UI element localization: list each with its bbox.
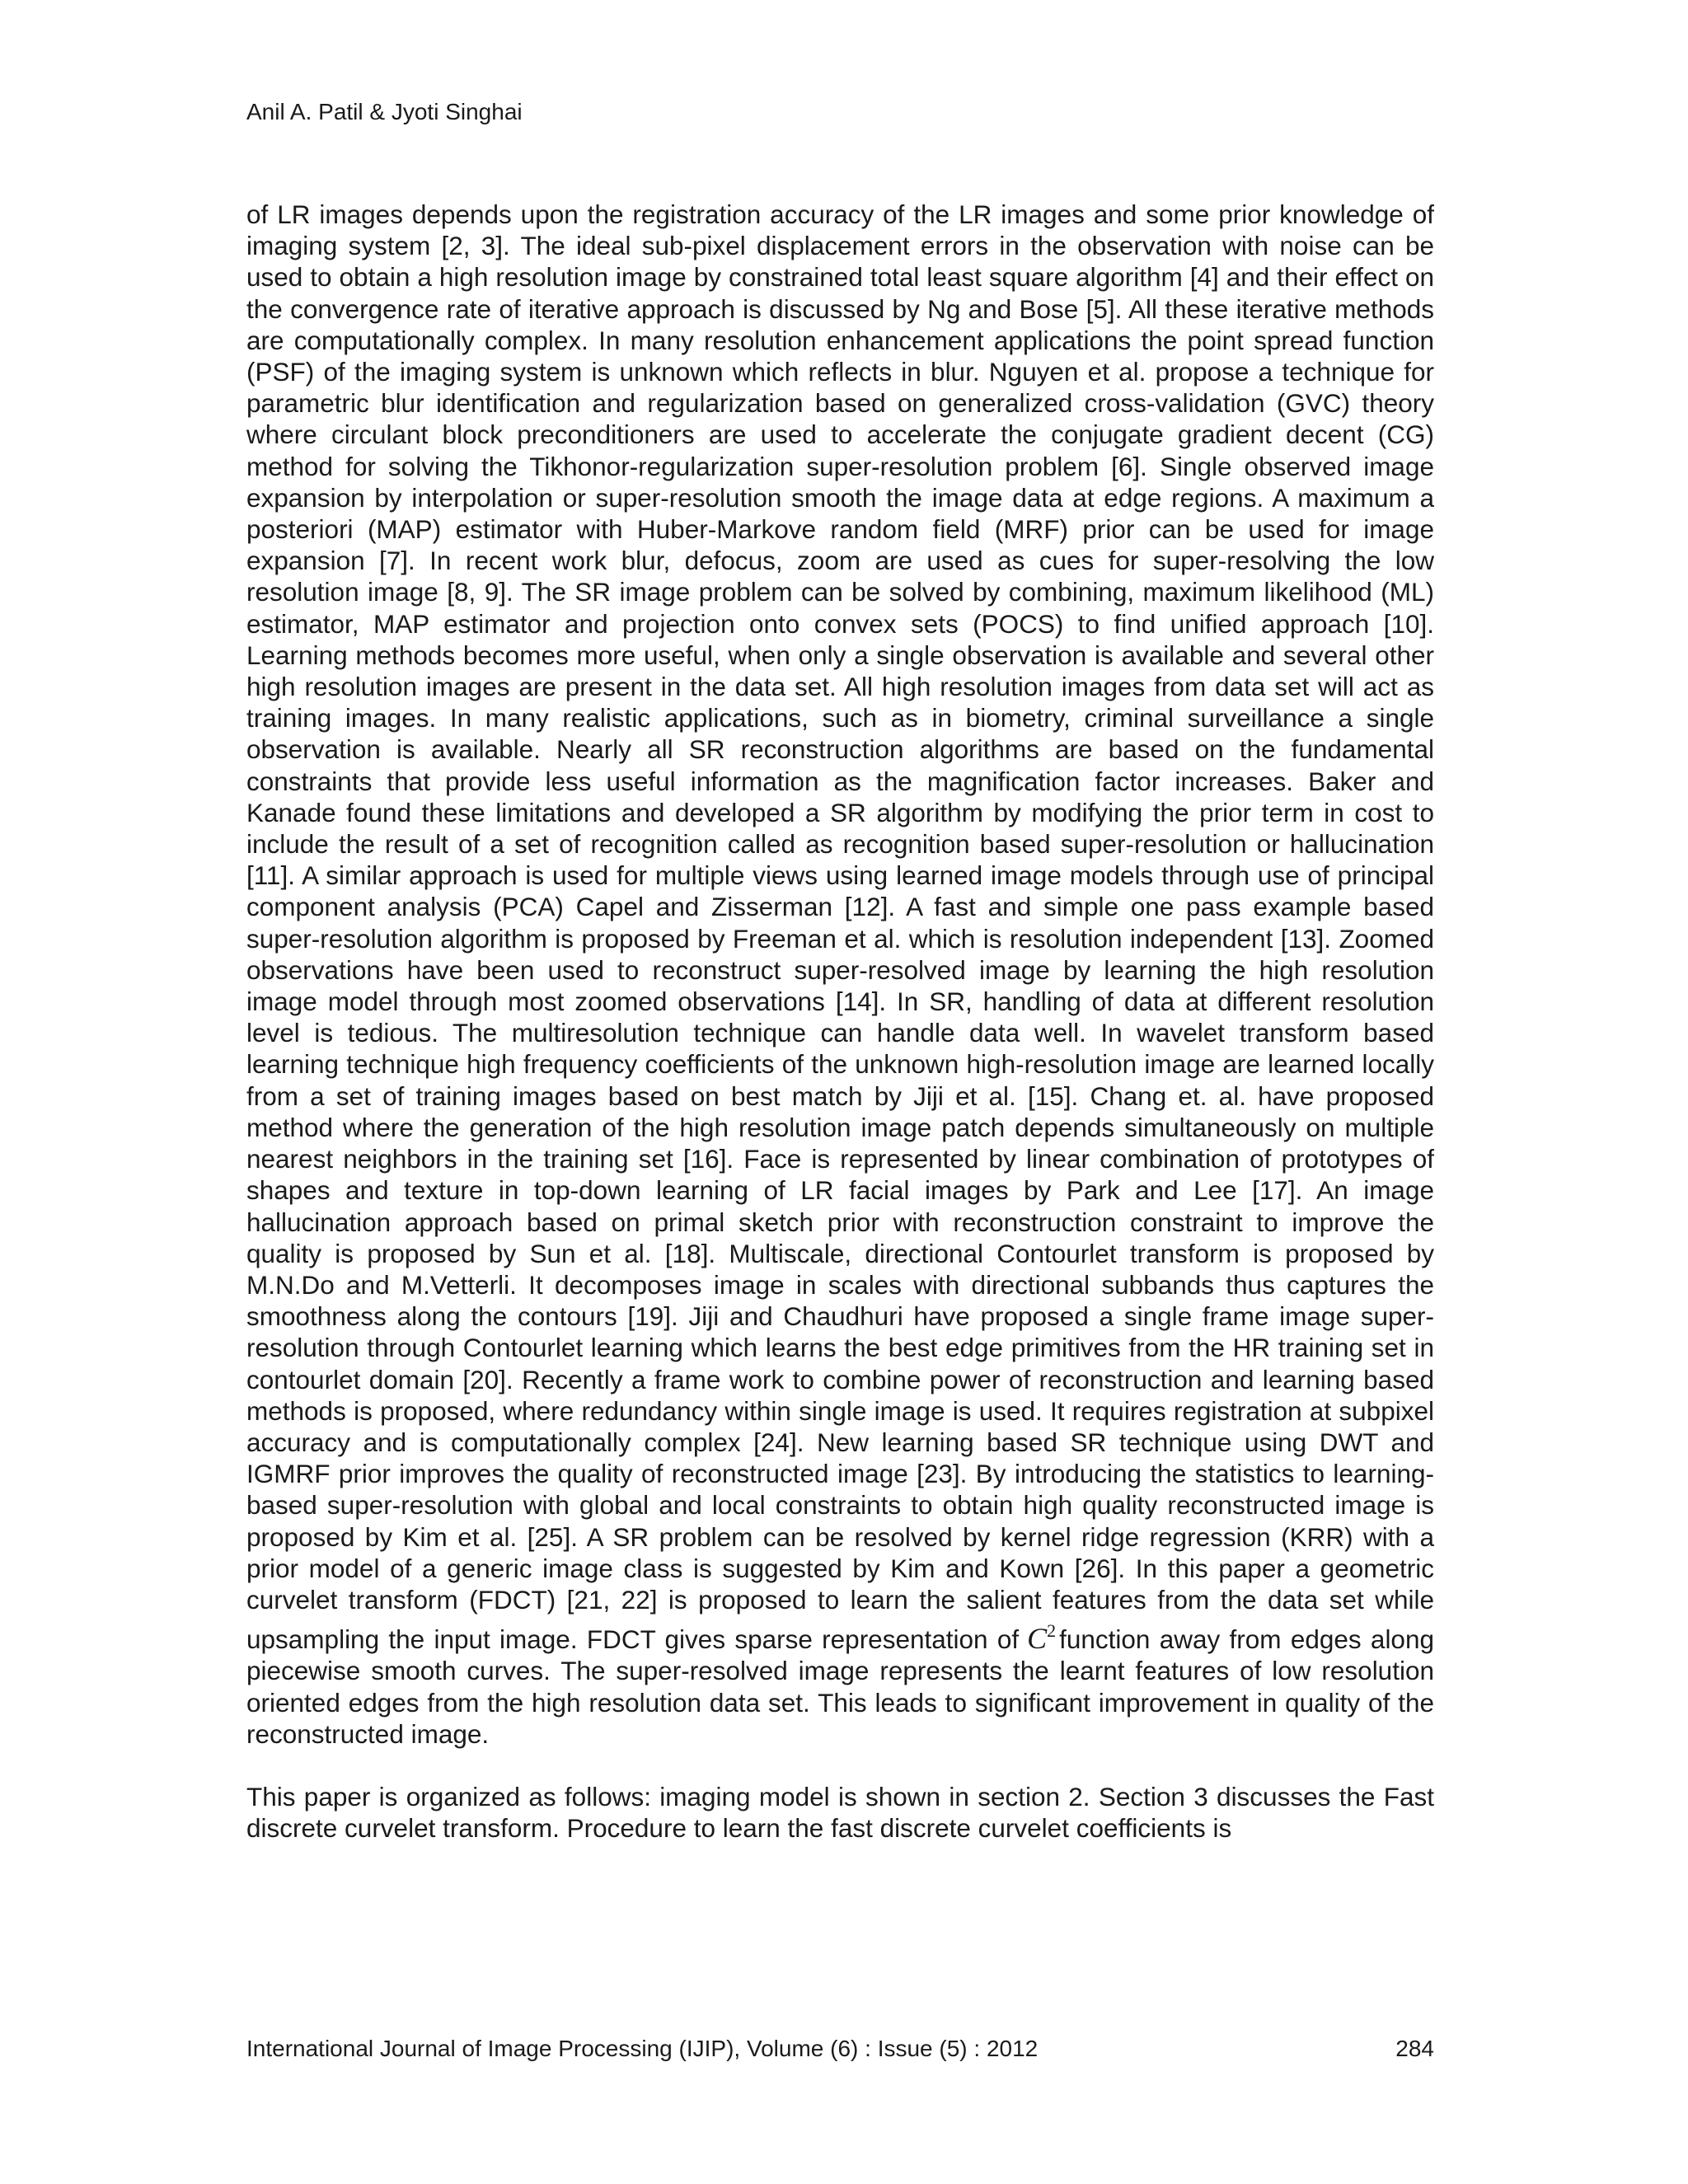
body-text (246, 199, 1434, 1844)
paragraph-1 (246, 199, 1434, 1750)
math-c-squared (1019, 1622, 1059, 1655)
math-symbol: C (1027, 1622, 1048, 1656)
paragraph-1-text: of LR images depends upon the registration accuracy of the LR images and some prior knowledge of imaging system [2, 3]. The ideal sub-pixel displacement errors in the observation with noise can be used to obtain a high resolution image by constrained total least square algorithm [4] and their effect on the convergence rate of iterative approach is discussed by Ng and Bose [5]. All these iterative methods are computationally complex. In many resolution enhancement applications the point spread function (PSF) of the imaging system is unknown which reflects in blur. Nguyen et al. propose a technique for parametric blur identification and regularization based on generalized cross-validation (GVC) theory where circulant block preconditioners are used to accelerate the conjugate gradient decent (CG) method for solving the Tikhonor-regularization super-resolution problem [6]. Single observed image expansion by interpolation or super-resolution smooth the image data at edge regions. A maximum a posteriori (MAP) estimator with Huber-Markove random field (MRF) prior can be used for image expansion [7]. In recent work blur, defocus, zoom are used as cues for super-resolving the low resolution image [8, 9]. The SR image problem can be solved by combining, maximum likelihood (ML) estimator, MAP estimator and projection onto convex sets (POCS) to find unified approach [10]. Learning methods becomes more useful, when only a single observation is available and several other high resolution images are present in the data set. All high resolution images from data set will act as training images. In many realistic applications, such as in biometry, criminal surveillance a single observation is available. Nearly all SR reconstruction algorithms are based on the fundamental constraints that provide less useful information as the magnification factor increases. Baker and Kanade found these limitations and developed a SR algorithm by modifying the prior term in cost to include the result of a set of recognition called as recognition based super-resolution or hallucination [11]. A similar approach is used for multiple views using learned image models through use of principal component analysis (PCA) Capel and Zisserman [12]. A fast and simple one pass example based super-resolution algorithm is proposed by Freeman et al. which is resolution independent [13]. Zoomed observations have been used to reconstruct super-resolved image by learning the high resolution image model through most zoomed observations [14]. In SR, handling of data at different resolution level is tedious. The multiresolution technique can handle data well. In wavelet transform based learning technique high frequency coefficients of the unknown high-resolution image are learned locally from a set of training images based on best match by Jiji et al. [15]. Chang et. al. have proposed method where the generation of the high resolution image patch depends simultaneously on multiple nearest neighbors in the training set [16]. Face is represented by linear combination of prototypes of shapes and texture in top-down learning of LR facial images by Park and Lee [17]. An image hallucination approach based on primal sketch prior with reconstruction constraint to improve the quality is proposed by Sun et al. [18]. Multiscale, directional Contourlet transform is proposed by M.N.Do and M.Vetterli. It decomposes image in scales with directional subbands thus captures the smoothness along the contours [19]. Jiji and Chaudhuri have proposed a single frame image super-resolution through Contourlet learning which learns the best edge primitives from the HR training set in contourlet domain [20]. Recently a frame work to combine power of reconstruction and learning based methods is proposed, where redundancy within single image is used. It requires registration at subpixel accuracy and is computationally complex [24]. New learning based SR technique using DWT and IGMRF prior improves the quality of reconstructed image [23]. By introducing the statistics to learning-based super-resolution with global and local constraints to obtain high quality reconstructed image is proposed by Kim et al. [25]. A SR problem can be resolved by kernel ridge regression (KRR) with a prior model of a generic image class is suggested by Kim and Kown [26]. In this paper a geometric curvelet transform (FDCT) [21, 22] is proposed to learn the salient features from the data set while upsampling the input image. FDCT gives sparse representation of (246, 199, 1434, 1655)
math-superscript: 2 (1047, 1620, 1057, 1642)
paragraph-2: This paper is organized as follows: imaging model is shown in section 2. Section 3 discusses the Fast discrete curvelet transform. Procedure to learn the fast discrete curvelet coefficients is (246, 1781, 1434, 1844)
page-number: 284 (1395, 2036, 1434, 2061)
paragraph-1-continuation: function away from edges along piecewise smooth curves. The super-resolved image represents the learnt features of low resolution oriented edges from the high resolution data set. This leads to significant improvement in quality of the reconstructed image. (246, 1624, 1434, 1749)
footer-journal: International Journal of Image Processing (IJIP), Volume (6) : Issue (5) : 2012 (246, 2036, 1039, 2061)
running-head-authors: Anil A. Patil & Jyoti Singhai (246, 99, 523, 124)
page-footer (246, 2034, 1434, 2064)
